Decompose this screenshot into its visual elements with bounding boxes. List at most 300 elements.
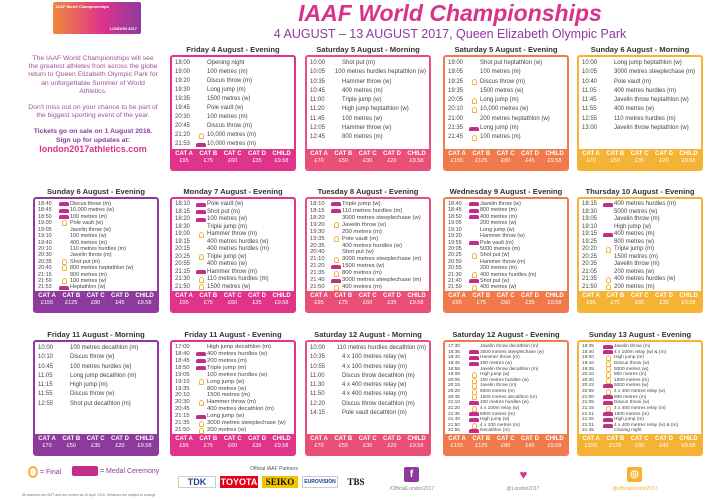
disclaimer: All sessions are BST and are correct as 19 April 2016. Sessions are subject to change — [22, 493, 156, 497]
session-card — [305, 330, 431, 458]
event-name: 10,000 metres (m) — [207, 141, 257, 147]
event-time: 11:45 — [310, 115, 325, 122]
event-time: 19:55 — [448, 239, 462, 246]
event-row — [582, 269, 698, 277]
event-name: 200 metres (w) — [207, 427, 247, 434]
price-category-label: CAT A — [448, 436, 466, 442]
no-icon — [602, 269, 614, 277]
no-icon — [330, 115, 342, 124]
championship-logo — [53, 2, 141, 34]
price-category-label: CAT A — [310, 293, 328, 299]
final-medal-icon — [195, 420, 207, 427]
event-name: 4 x 100 metres relay (m) — [342, 363, 408, 370]
price-value: £9.58 — [274, 157, 289, 164]
event-list — [172, 57, 294, 149]
event-name: 400 metres decathlon (m) — [207, 406, 274, 413]
no-icon — [327, 344, 337, 353]
event-time: 18:45 — [38, 207, 52, 214]
price-category-label: CAT C — [496, 293, 515, 299]
price-category — [111, 436, 129, 454]
price-value: £70 — [314, 442, 324, 449]
event-name: High jump (m) — [614, 417, 644, 423]
event-time: 20:20 — [448, 389, 460, 394]
event-row — [175, 344, 291, 351]
price-value: £60 — [228, 442, 238, 449]
event-time: 20:10 — [38, 245, 52, 252]
event-row — [175, 140, 291, 149]
session-title: Tuesday 8 August - Evening — [317, 187, 419, 196]
event-name: 200 metres (m) — [342, 228, 382, 235]
price-value: £9.58 — [137, 299, 152, 306]
price-value: £75 — [476, 299, 486, 306]
no-icon — [58, 390, 70, 399]
price-category — [407, 293, 425, 311]
event-row — [175, 224, 291, 232]
event-time: 21:05 — [582, 268, 598, 275]
price-category-label: CAT B — [199, 151, 218, 157]
event-time: 13:00 — [582, 125, 598, 132]
event-time: 19:00 — [448, 60, 464, 66]
price-value: £80 — [635, 442, 645, 449]
event-time: 18:35 — [582, 344, 594, 349]
facebook-icon[interactable]: f — [404, 467, 419, 482]
session-card — [443, 45, 569, 173]
event-time: 21:30 — [175, 276, 191, 282]
instagram-handle[interactable]: @officiallondon2017 — [612, 486, 658, 492]
price-value: £9.58 — [137, 442, 152, 449]
event-list — [307, 199, 429, 291]
event-time: 12:05 — [310, 125, 326, 132]
no-icon — [195, 113, 207, 122]
event-time: 20:20 — [582, 246, 598, 252]
price-value: £50 — [66, 442, 76, 449]
price-value: £45 — [525, 157, 535, 164]
price-category — [359, 151, 377, 169]
event-name: 400 metres (m) — [70, 239, 107, 246]
session-card — [170, 187, 296, 315]
price-category — [135, 293, 153, 311]
final-medal-icon — [468, 133, 480, 142]
website-link[interactable]: london2017athletics.com — [39, 143, 147, 154]
event-name: Shot put (m) — [70, 258, 101, 265]
medal-ceremony-icon — [195, 269, 207, 277]
price-category-label: CAT A — [582, 293, 600, 299]
final-medal-icon — [602, 246, 614, 254]
event-row — [310, 87, 426, 96]
event-time: 10:35 — [310, 78, 326, 85]
event-name: Javelin throw decathlon (m) — [480, 344, 539, 349]
price-category-label: CAT B — [62, 293, 81, 299]
price-category-label: CHILD — [407, 436, 426, 442]
event-name: 3000 metres steeplechase (m) — [342, 256, 422, 263]
price-category-label: CAT C — [358, 436, 377, 442]
price-category — [472, 436, 490, 454]
event-name: 1500 metres (w) — [480, 87, 524, 94]
event-name: Long jump (m) — [480, 97, 519, 104]
event-time: 21:15 — [582, 405, 594, 411]
no-icon — [195, 68, 207, 77]
event-row — [38, 381, 154, 390]
event-name: Javelin throw heptathlon (w) — [614, 125, 689, 132]
event-row — [310, 96, 426, 105]
event-name: 110 metres hurdles (m) — [207, 276, 269, 282]
price-category — [111, 293, 129, 311]
event-name: 4 x 400 metres relay (w) — [614, 389, 666, 394]
event-time: 19:20 — [448, 233, 462, 240]
event-name: High jump heptathlon (w) — [342, 106, 409, 113]
price-category — [38, 293, 56, 311]
event-time: 20:35 — [38, 258, 52, 265]
event-name: 110 metres hurdles (m) — [342, 207, 403, 214]
session-box — [443, 197, 569, 313]
event-list — [445, 57, 567, 143]
medal-ceremony-icon — [58, 284, 70, 290]
event-row — [175, 358, 291, 365]
event-row — [38, 390, 154, 399]
event-name: High jump (m) — [70, 382, 108, 389]
no-icon — [58, 400, 70, 409]
event-name: Discus throw (m) — [70, 201, 111, 207]
session-card — [305, 187, 431, 315]
no-icon — [468, 59, 480, 68]
event-row — [175, 420, 291, 427]
session-box — [443, 55, 569, 171]
event-name: 800 metres (m) — [614, 394, 647, 400]
event-row — [582, 96, 698, 105]
event-row — [310, 133, 426, 142]
event-row — [310, 344, 426, 353]
event-time: 20:15 — [175, 246, 191, 252]
no-icon — [468, 115, 480, 124]
event-name: Discus throw (m) — [207, 123, 253, 129]
price-category — [248, 293, 266, 311]
event-row — [310, 363, 426, 372]
price-bar — [35, 291, 157, 311]
price-value: £35 — [252, 442, 262, 449]
price-value: £9.58 — [274, 299, 289, 306]
event-time: 18:45 — [448, 207, 462, 214]
event-name: Hammer throw (w) — [342, 125, 392, 132]
event-time: 20:45 — [175, 123, 191, 129]
medal-ceremony-icon — [602, 201, 614, 209]
no-icon — [195, 406, 207, 413]
price-category — [87, 436, 105, 454]
intro-paragraph: The IAAF World Championships will see the greatest athletes from across the globe return to Queen Elizabeth Olympic Park for an unforgettable Summer of World Athletics. — [28, 55, 158, 95]
twitter-handle[interactable]: @London2017 — [506, 486, 540, 492]
event-row — [448, 59, 564, 68]
event-name: 3000 metres steeplechase (w) — [342, 214, 421, 221]
event-time: 19:35 — [175, 96, 191, 102]
price-value: £155 — [450, 442, 464, 449]
event-time: 10:00 — [38, 345, 54, 351]
event-time: 21:45 — [582, 428, 594, 434]
event-time: 19:05 — [448, 372, 460, 378]
event-time: 19:35 — [582, 366, 594, 372]
price-category-label: CAT C — [86, 436, 105, 442]
price-value: £20 — [387, 442, 397, 449]
price-category — [448, 436, 466, 454]
price-value: £35 — [525, 299, 535, 306]
session-card — [577, 45, 703, 173]
final-medal-icon — [468, 284, 480, 290]
event-name: Hammer throw (m) — [207, 231, 258, 237]
session-card — [305, 45, 431, 173]
price-category-label: CAT B — [62, 436, 81, 442]
event-time: 20:45 — [175, 406, 190, 413]
event-row — [582, 59, 698, 68]
price-value: £155 — [450, 157, 464, 164]
event-name: 1500 metres (w) — [207, 96, 251, 102]
event-name: Shot put heptathlon (w) — [480, 60, 543, 66]
event-time: 11:20 — [310, 106, 325, 113]
event-time: 20:05 — [448, 245, 462, 252]
medal-ceremony-icon — [195, 209, 207, 217]
event-time: 21:20 — [448, 405, 460, 411]
event-name: Opening night — [207, 60, 245, 66]
price-category-label: CAT C — [358, 293, 377, 299]
no-icon — [58, 353, 70, 362]
logo-text: IAAF World Championships — [56, 4, 109, 9]
event-row — [175, 201, 291, 209]
event-row — [38, 284, 154, 290]
session-box — [577, 340, 703, 456]
event-name: Javelin throw (m) — [614, 344, 651, 349]
event-name: Javelin throw heptathlon (w) — [614, 97, 689, 104]
price-value: £60 — [501, 299, 511, 306]
event-row — [175, 209, 291, 217]
instagram-icon[interactable]: ◎ — [627, 467, 642, 482]
event-row — [175, 372, 291, 379]
price-category-label: CAT D — [111, 293, 129, 299]
event-list — [35, 199, 157, 291]
price-value: £60 — [228, 157, 238, 164]
price-value: £30 — [363, 157, 373, 164]
price-category-label: CAT C — [630, 293, 649, 299]
event-row — [310, 105, 426, 114]
twitter-icon[interactable]: ♥ — [516, 467, 531, 482]
session-card — [443, 330, 569, 458]
price-category-label: CAT A — [582, 436, 600, 442]
event-time: 20:15 — [448, 383, 460, 389]
event-name: Shot put (w) — [480, 278, 510, 285]
price-category-label: CAT A — [38, 293, 56, 299]
event-name: 800 metres (m) — [70, 271, 107, 278]
event-row — [310, 222, 426, 229]
event-name: 400 metres hurdles (m) — [480, 271, 537, 278]
event-name: Long jump heptathlon (w) — [614, 60, 682, 66]
session-title: Sunday 6 August - Morning — [590, 45, 690, 54]
session-box — [33, 197, 159, 313]
price-category — [383, 436, 401, 454]
no-icon — [602, 216, 614, 224]
price-category — [224, 436, 242, 454]
price-value: £60 — [228, 299, 238, 306]
event-time: 10:00 — [582, 60, 598, 66]
event-time: 21:26 — [582, 417, 594, 423]
session-card — [577, 187, 703, 315]
session-title: Saturday 12 August - Morning — [314, 330, 422, 339]
price-category-label: CAT C — [496, 436, 515, 442]
no-icon — [330, 400, 342, 409]
event-name: Discus throw (w) — [614, 360, 650, 366]
event-time: 19:10 — [582, 360, 594, 366]
no-icon — [330, 78, 342, 87]
session-box — [443, 340, 569, 456]
final-medal-icon — [602, 284, 614, 292]
event-name: Shot put (m) — [342, 60, 376, 66]
event-time: 10:05 — [582, 69, 598, 76]
no-icon — [330, 124, 342, 133]
event-row — [582, 105, 698, 114]
price-value: £9.58 — [547, 157, 562, 164]
no-icon — [330, 87, 342, 96]
final-medal-icon — [195, 399, 207, 406]
event-time: 19:05 — [582, 216, 598, 222]
price-category — [135, 436, 153, 454]
event-name: Closing night — [614, 428, 642, 434]
event-name: Decathlon (m) — [480, 428, 510, 434]
event-name: Javelin throw (w) — [70, 226, 111, 233]
event-name: 200 metres (w) — [614, 268, 655, 275]
event-time: 20:40 — [310, 249, 325, 256]
event-time: 19:05 — [448, 220, 462, 227]
final-medal-icon — [330, 222, 342, 229]
event-name: 400 metres hurdles (m) — [614, 87, 677, 94]
event-time: 10:00 — [310, 345, 326, 351]
event-row — [310, 201, 426, 208]
event-row — [448, 87, 564, 96]
event-name: 3000 metres steeplechase (m) — [614, 69, 696, 76]
event-time: 20:45 — [448, 394, 460, 400]
price-value: £35 — [91, 442, 101, 449]
event-time: 21:35 — [448, 125, 464, 132]
event-row — [448, 68, 564, 77]
no-icon — [330, 59, 342, 68]
event-time: 21:55 — [448, 428, 460, 434]
event-name: Heptathlon (w) — [70, 284, 106, 291]
event-time: 21:30 — [448, 271, 462, 278]
no-icon — [195, 392, 207, 399]
event-name: Long jump (m) — [207, 87, 246, 93]
price-bar — [35, 434, 157, 454]
event-time: 19:45 — [175, 105, 191, 111]
legend-final-label: = Final — [39, 468, 62, 476]
event-time: 18:00 — [175, 60, 191, 66]
no-icon — [330, 390, 342, 399]
price-value: £80 — [501, 442, 511, 449]
event-name: Long jump (w) — [207, 413, 245, 420]
event-row — [582, 224, 698, 232]
no-icon — [468, 68, 480, 77]
event-row — [175, 113, 291, 122]
event-name: 3000 metres steeplechase (m) — [342, 277, 422, 284]
price-category-label: CAT D — [248, 293, 266, 299]
no-icon — [602, 124, 614, 133]
price-value: £75 — [610, 299, 620, 306]
price-category — [272, 293, 290, 311]
no-icon — [58, 363, 70, 372]
price-value: £35 — [252, 299, 262, 306]
event-name: 4 x 100 metres relay (w) — [342, 354, 407, 361]
event-time: 19:35 — [310, 235, 325, 242]
event-name: 5000 metres (w) — [614, 383, 649, 389]
price-category — [224, 293, 242, 311]
facebook-handle[interactable]: /OfficialLondon2017 — [389, 486, 435, 492]
event-time: 11:50 — [310, 391, 325, 398]
event-time: 21:35 — [582, 276, 598, 282]
price-category-label: CAT D — [655, 151, 673, 157]
event-time: 21:50 — [38, 278, 52, 285]
event-row — [175, 216, 291, 224]
event-time: 17:00 — [175, 344, 190, 350]
price-category — [224, 151, 242, 169]
event-time: 18:50 — [175, 364, 190, 371]
medal-ceremony-icon — [330, 208, 342, 215]
event-name: 4 x 400 metres relay (w) & (m) — [614, 422, 679, 428]
event-row — [582, 276, 698, 284]
price-category-label: CHILD — [135, 436, 154, 442]
price-value: £125 — [65, 299, 78, 306]
price-category-label: CHILD — [679, 436, 698, 442]
price-category — [582, 151, 600, 169]
event-time: 20:55 — [175, 261, 191, 267]
event-list — [172, 342, 294, 434]
price-value: £75 — [203, 157, 213, 164]
price-category — [334, 151, 352, 169]
event-name: 400 metres hurdles (w) — [207, 350, 268, 357]
price-category-label: CAT A — [582, 151, 600, 157]
event-name: Triple jump (w) — [342, 201, 381, 207]
price-category — [545, 436, 563, 454]
price-category — [679, 293, 697, 311]
price-value: £45 — [659, 442, 669, 449]
event-name: Shot put (w) — [480, 252, 510, 259]
event-name: Discus throw decathlon (m) — [342, 400, 415, 407]
medal-ceremony-icon — [468, 124, 480, 133]
event-name: Hammer throw (m) — [207, 268, 258, 275]
event-time: 20:42 — [582, 383, 594, 389]
logo-city: LONDON 2017 — [109, 26, 137, 31]
session-title: Wednesday 9 August - Evening — [449, 187, 563, 196]
event-time: 19:25 — [582, 238, 598, 245]
event-time: 19:35 — [448, 87, 464, 94]
event-time: 21:45 — [448, 134, 464, 141]
event-row — [310, 68, 426, 77]
no-icon — [330, 243, 342, 250]
price-value: £9.58 — [547, 442, 562, 449]
event-row — [582, 284, 698, 292]
event-row — [310, 215, 426, 222]
price-category — [248, 151, 266, 169]
price-category — [310, 436, 328, 454]
event-time: 19:05 — [175, 371, 190, 378]
session-card — [577, 330, 703, 458]
no-icon — [195, 246, 207, 254]
event-time: 18:15 — [582, 201, 598, 207]
price-category — [679, 436, 697, 454]
price-value: £35 — [659, 299, 669, 306]
event-name: 1500 metres (w) — [342, 263, 385, 270]
price-category — [497, 293, 515, 311]
event-name: Shot put (m) — [207, 208, 241, 215]
event-row — [175, 284, 291, 292]
event-name: 10,000 metres (m) — [207, 132, 257, 138]
event-row — [310, 284, 426, 291]
event-name: Javelin throw decathlon (m) — [480, 366, 539, 372]
final-medal-icon — [468, 105, 480, 114]
price-category — [448, 151, 466, 169]
price-value: £35 — [635, 157, 645, 164]
